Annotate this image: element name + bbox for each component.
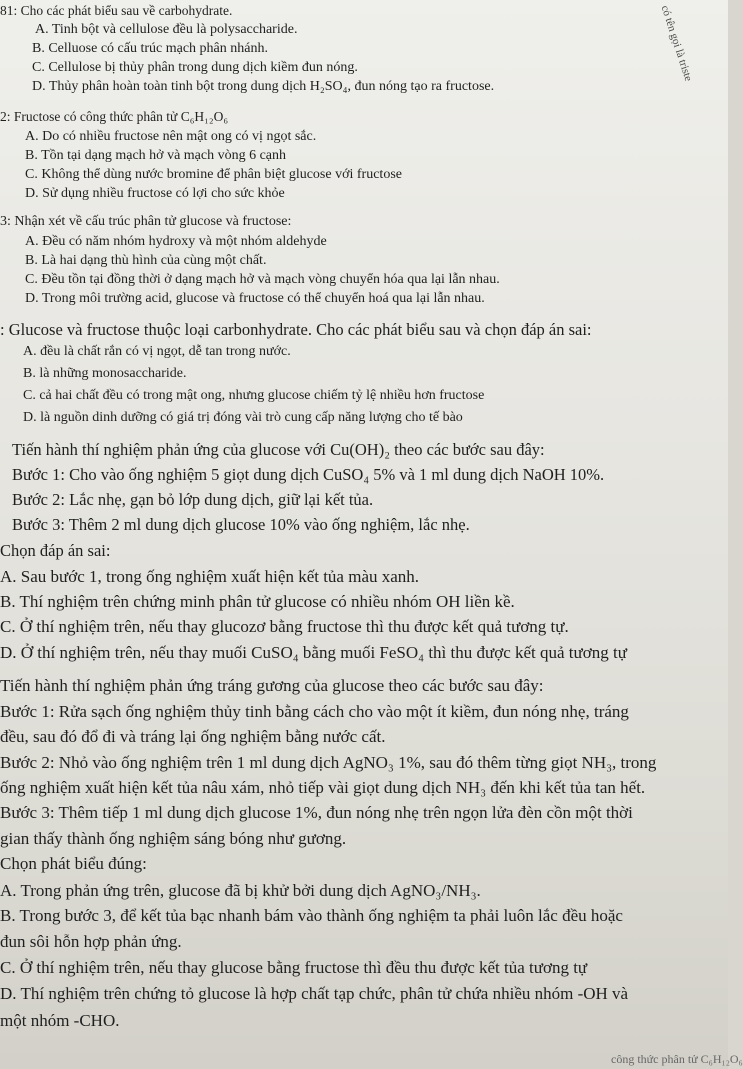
question-2-prompt: 2: Fructose có công thức phân tử C₆H₁₂O₆ [0, 109, 229, 124]
question-3-prompt: 3: Nhận xét về cấu trúc phân tử glucose và fructose: [0, 214, 292, 229]
question-5-line-6: A. Sau bước 1, trong ống nghiệm xuất hiện kết tủa màu xanh. [0, 567, 420, 586]
question-2-option-d: D. Sử dụng nhiều fructose có lợi cho sức khỏe [25, 186, 285, 201]
question-5-line-9: D. Ở thí nghiệm trên, nếu thay muối CuSO₄ bằng muối FeSO₄ thì thu được kết quả tương tự [0, 643, 627, 662]
question-4-option-b: B. là những monosaccharide. [23, 366, 187, 381]
question-1-option-c: C. Cellulose bị thủy phân trong dung dịch kiềm đun nóng. [32, 60, 358, 75]
question-3-option-d: D. Trong môi trường acid, glucose và fructose có thể chuyển hoá qua lại lẫn nhau. [25, 291, 485, 306]
question-6-line-9: A. Trong phản ứng trên, glucose đã bị khử bởi dung dịch AgNO₃/NH₃. [0, 881, 481, 900]
question-6-line-3: đều, sau đó đổ đi và tráng lại ống nghiệm bằng nước cất. [0, 727, 386, 746]
question-3-option-a: A. Đều có năm nhóm hydroxy và một nhóm aldehyde [25, 234, 327, 249]
question-6-line-13: D. Thí nghiệm trên chứng tỏ glucose là hợp chất tạp chức, phân tử chứa nhiều nhóm -OH và [0, 984, 629, 1003]
top-right-margin-note: có tên gọi là triste [658, 4, 695, 83]
question-5-line-7: B. Thí nghiệm trên chứng minh phân tử glucose có nhiều nhóm OH liền kề. [0, 592, 515, 611]
question-5-line-1: Tiến hành thí nghiệm phản ứng của glucose với Cu(OH)₂ theo các bước sau đây: [12, 440, 545, 459]
question-2-option-b: B. Tồn tại dạng mạch hở và mạch vòng 6 cạnh [25, 148, 287, 163]
question-6-line-7: gian thấy thành ống nghiệm sáng bóng như gương. [0, 829, 347, 848]
bottom-margin-note: công thức phân tử C₆H₁₂O₆ [611, 1052, 743, 1066]
question-1-option-a: A. Tinh bột và cellulose đều là polysaccharide. [35, 22, 298, 37]
question-6-line-10: B. Trong bước 3, để kết tủa bạc nhanh bám vào thành ống nghiệm ta phải luôn lắc đều hoặc [0, 906, 623, 925]
question-3-option-c: C. Đều tồn tại đồng thời ở dạng mạch hở và mạch vòng chuyển hóa qua lại lẫn nhau. [25, 272, 500, 287]
question-4-option-a: A. đều là chất rắn có vị ngọt, dễ tan trong nước. [23, 344, 291, 359]
question-6-line-4: Bước 2: Nhỏ vào ống nghiệm trên 1 ml dung dịch AgNO₃ 1%, sau đó thêm từng giọt NH₃, trong [0, 753, 657, 772]
question-1-option-b: B. Celluose có cấu trúc mạch phân nhánh. [32, 41, 268, 56]
question-6-line-11: đun sôi hỗn hợp phản ứng. [0, 932, 182, 951]
question-5-line-2: Bước 1: Cho vào ống nghiệm 5 giọt dung dịch CuSO₄ 5% và 1 ml dung dịch NaOH 10%. [12, 465, 605, 484]
question-6-line-12: C. Ở thí nghiệm trên, nếu thay glucose bằng fructose thì đều thu được kết tủa tương tự [0, 958, 588, 977]
question-5-line-3: Bước 2: Lắc nhẹ, gạn bỏ lớp dung dịch, giữ lại kết tủa. [12, 490, 374, 509]
question-6-line-1: Tiến hành thí nghiệm phản ứng tráng gương của glucose theo các bước sau đây: [0, 676, 544, 695]
question-6-line-14: một nhóm -CHO. [0, 1011, 120, 1030]
question-6-line-2: Bước 1: Rửa sạch ống nghiệm thủy tinh bằng cách cho vào một ít kiềm, đun nóng nhẹ, tráng [0, 702, 629, 721]
question-4-option-c: C. cả hai chất đều có trong mật ong, nhưng glucose chiếm tỷ lệ nhiều hơn fructose [23, 388, 485, 403]
question-5-line-4: Bước 3: Thêm 2 ml dung dịch glucose 10% vào ống nghiệm, lắc nhẹ. [12, 515, 470, 534]
question-5-line-8: C. Ở thí nghiệm trên, nếu thay glucozơ bằng fructose thì thu được kết quả tương tự. [0, 617, 569, 636]
question-6-line-5: ống nghiệm xuất hiện kết tủa nâu xám, nhỏ tiếp vài giọt dung dịch NH₃ đến khi kết tủa tan hết. [0, 778, 646, 797]
question-4-option-d: D. là nguồn dinh dưỡng có giá trị đóng vài trò cung cấp năng lượng cho tế bào [23, 410, 463, 425]
question-2-option-a: A. Do có nhiều fructose nên mật ong có vị ngọt sắc. [25, 129, 317, 144]
question-5-line-5: Chọn đáp án sai: [0, 541, 111, 560]
question-1-prompt: 81: Cho các phát biểu sau về carbohydrate. [0, 3, 233, 18]
question-6-line-8: Chọn phát biểu đúng: [0, 854, 147, 873]
question-3-option-b: B. Là hai dạng thù hình của cùng một chất. [25, 253, 267, 268]
question-4-prompt: : Glucose và fructose thuộc loại carbonhydrate. Cho các phát biểu sau và chọn đáp án sai: [0, 320, 592, 339]
question-2-option-c: C. Không thể dùng nước bromine để phân biệt glucose với fructose [25, 167, 402, 182]
question-1-option-d: D. Thủy phân hoàn toàn tinh bột trong dung dịch H₂SO₄, đun nóng tạo ra fructose. [32, 79, 495, 94]
question-6-line-6: Bước 3: Thêm tiếp 1 ml dung dịch glucose 1%, đun nóng nhẹ trên ngọn lửa đèn cồn một thời [0, 803, 633, 822]
